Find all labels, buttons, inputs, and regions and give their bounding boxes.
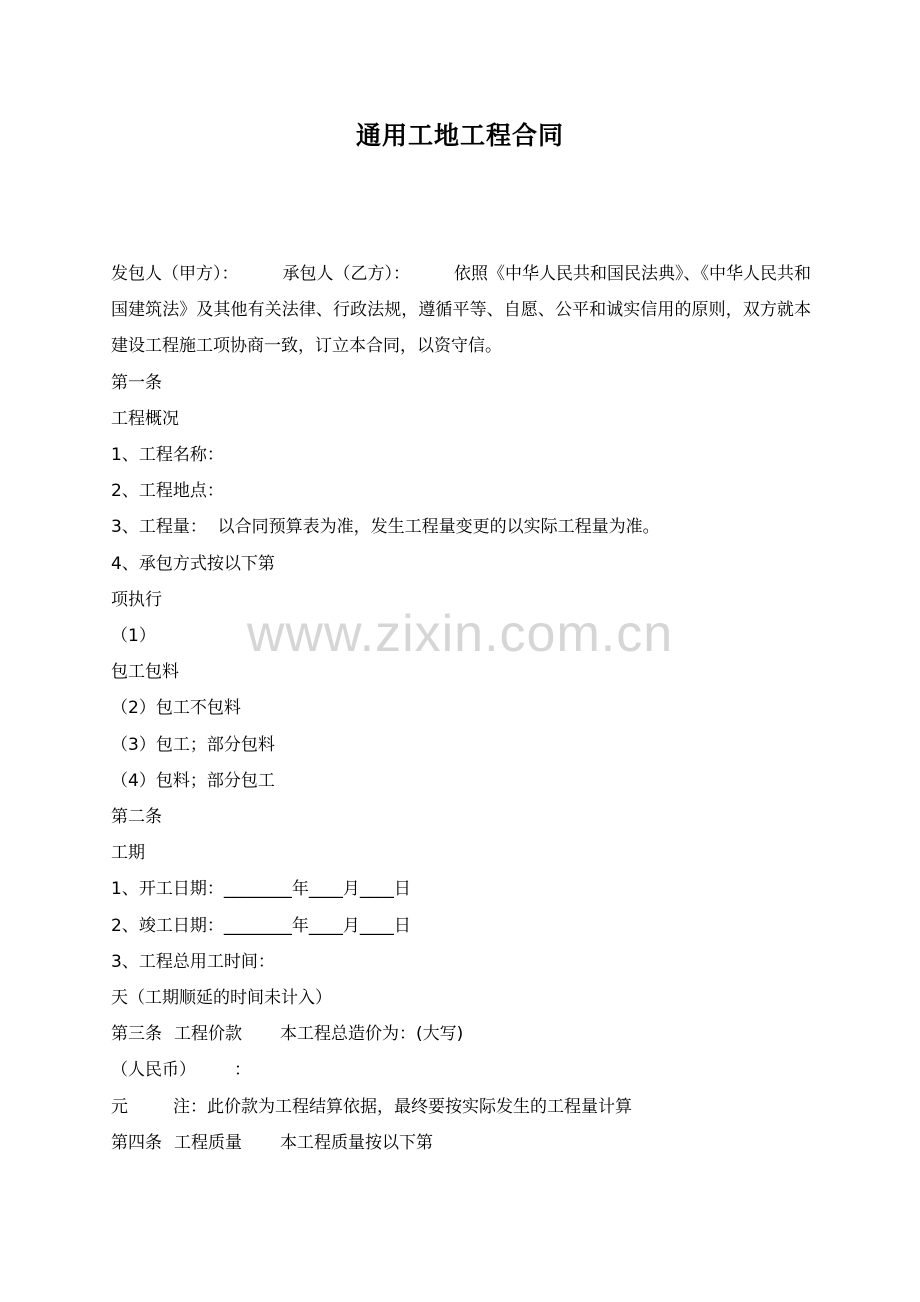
days-note-line: 天（工期顺延的时间未计入）	[111, 988, 332, 1009]
article-3-title: 工程价款	[174, 1024, 242, 1045]
article-2-heading: 第二条	[111, 807, 162, 828]
contract-method-line: 4、承包方式按以下第	[111, 553, 275, 574]
option-1-text: 包工包料	[111, 662, 179, 683]
option-4: （4）包料；部分包工	[111, 770, 275, 791]
article-3-heading: 第三条	[111, 1024, 162, 1045]
article-3-line	[111, 1016, 811, 1052]
article-4-line	[111, 1125, 811, 1161]
option-1-number: （1）	[111, 626, 156, 647]
start-date-line: 1、开工日期：________年____月____日	[111, 879, 411, 900]
contract-body	[111, 256, 811, 1161]
article-4-heading: 第四条	[111, 1132, 162, 1153]
project-name-line: 1、工程名称：	[111, 445, 224, 466]
contract-method-continued: 项执行	[111, 589, 162, 610]
article-1-title: 工程概况	[111, 408, 179, 429]
rmb-label: （人民币）	[111, 1060, 196, 1081]
project-quantity-line: 3、工程量： 以合同预算表为准，发生工程量变更的以实际工程量为准。	[111, 517, 660, 538]
project-location-line: 2、工程地点：	[111, 481, 224, 502]
article-4-title: 工程质量	[174, 1132, 242, 1153]
intro-text: 依照《中华人民共和国民法典》、《中华人民共和国建筑法》及其他有关法律、行政法规，遵循平等、自愿、公平和诚实信用的原则，双方就本建设工程施工项协商一致，订立本合同，以资守信。	[111, 264, 811, 357]
article-2-title: 工期	[111, 843, 145, 864]
article-1-heading: 第一条	[111, 372, 162, 393]
price-note: 注：此价款为工程结算依据，最终要按实际发生的工程量计算	[173, 1096, 632, 1117]
rmb-colon: ：	[234, 1060, 251, 1081]
option-2: （2）包工不包料	[111, 698, 241, 719]
completion-date-line: 2、竣工日期：________年____月____日	[111, 915, 411, 936]
document-title: 通用工地工程合同	[355, 121, 564, 150]
option-3: （3）包工；部分包料	[111, 734, 275, 755]
party-a-label: 发包人（甲方）：	[111, 264, 239, 284]
rmb-line	[111, 1052, 811, 1088]
watermark: www.zixin.com.cn	[246, 605, 674, 663]
total-price-label: 本工程总造价为：(大写)	[280, 1024, 464, 1045]
party-b-label: 承包人（乙方）：	[282, 264, 410, 284]
yuan-label: 元	[111, 1096, 128, 1117]
total-labor-time-line: 3、工程总用工时间：	[111, 951, 275, 972]
quality-text: 本工程质量按以下第	[280, 1132, 433, 1153]
intro-paragraph	[111, 256, 811, 365]
yuan-note-line	[111, 1089, 811, 1125]
